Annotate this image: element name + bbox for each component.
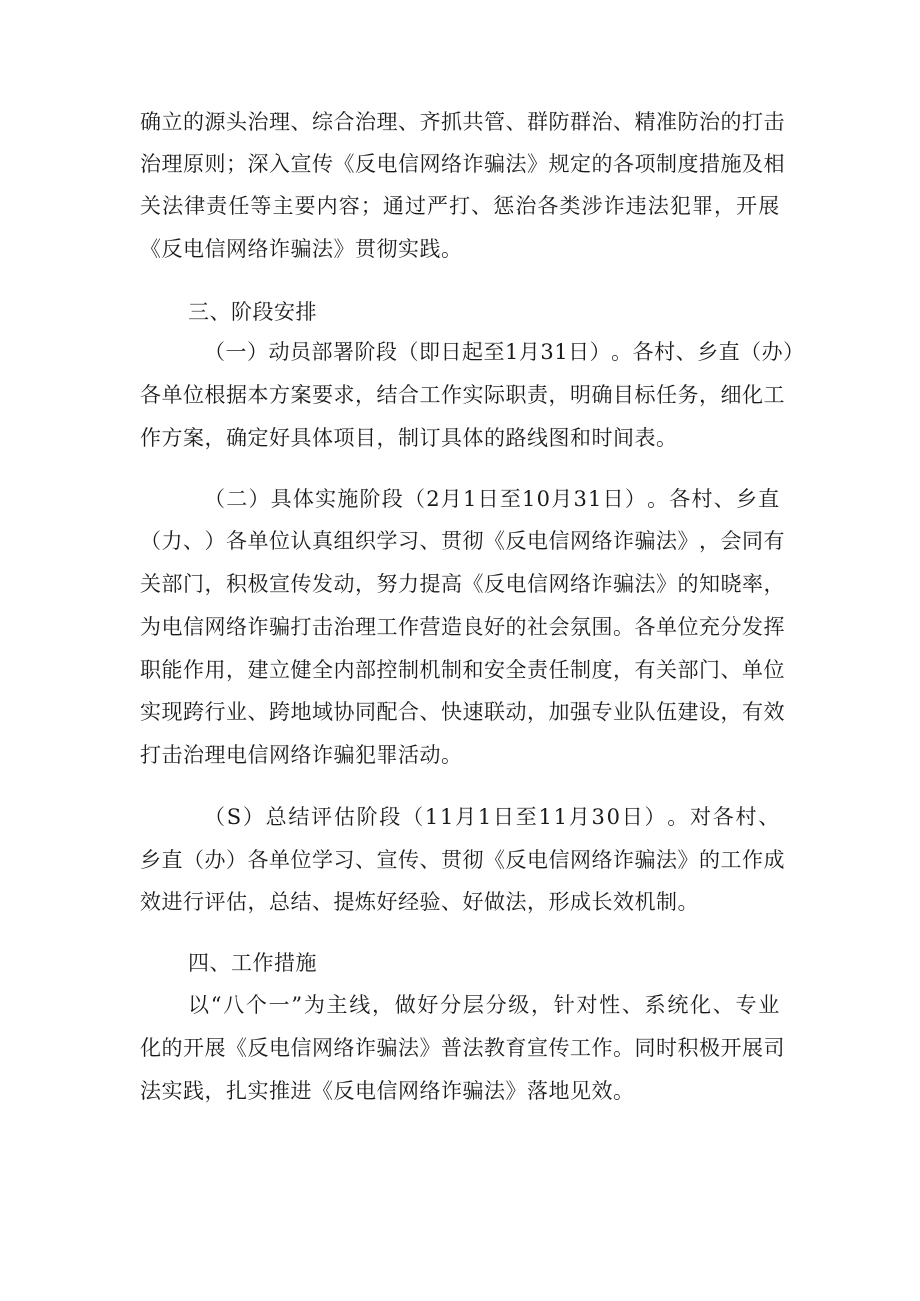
text-line: （ 一 ） 动 员 部 署 阶 段 （ 即 日 起 至 1 月 3 1 日 ） 。 各 村 、 乡 直 （ 办 ）	[204, 340, 805, 364]
text-line: （ 力 、 ） 各 单 位 认 真 组 织 学 习 、 贯 彻 《 反 电 信 网 络 诈 骗 法 》 ， 会 同 有	[140, 529, 785, 553]
text-line: 为 电 信 网 络 诈 骗 打 击 治 理 工 作 营 造 良 好 的 社 会 氛 围 。 各 单 位 充 分 发 挥	[140, 615, 785, 639]
text-line: 各 单 位 根 据 本 方 案 要 求 ， 结 合 工 作 实 际 职 责 ， 明 确 目 标 任 务 ， 细 化 工	[140, 383, 785, 407]
text-line: 法实践，扎实推进《反电信网络诈骗法》落地见效。	[140, 1079, 635, 1103]
text-line: 乡 直 （ 办 ） 各 单 位 学 习 、 宣 传 、 贯 彻 《 反 电 信 网 络 诈 骗 法 》 的 工 作 成	[140, 848, 785, 872]
text-line: 关 部 门 ， 积 极 宣 传 发 动 ， 努 力 提 高 《 反 电 信 网 络 诈 骗 法 》 的 知 晓 率 ，	[140, 572, 785, 596]
text-line: （ 二 ） 具 体 实 施 阶 段 （ 2 月 1 日 至 1 0 月 3 1 日 ） 。 各 村 、 乡 直	[204, 487, 780, 511]
text-line: 以 “ 八 个 一 ” 为 主 线 ， 做 好 分 层 分 级 ， 针 对 性 、 系 统 化 、 专 业	[188, 993, 780, 1017]
text-line: 化 的 开 展 《 反 电 信 网 络 诈 骗 法 》 普 法 教 育 宣 传 工 作 。 同 时 积 极 开 展 司	[140, 1036, 785, 1060]
text-line: 关 法 律 责 任 等 主 要 内 容 ； 通 过 严 打 、 惩 治 各 类 涉 诈 违 法 犯 罪 ， 开 展	[140, 194, 780, 218]
text-line: 职 能 作 用 ， 建 立 健 全 内 部 控 制 机 制 和 安 全 责 任 制 度 ， 有 关 部 门 、 单 位	[140, 658, 785, 682]
text-line: 确 立 的 源 头 治 理 、 综 合 治 理 、 齐 抓 共 管 、 群 防 群 治 、 精 准 防 治 的 打 击	[140, 110, 785, 134]
text-line: （ S ） 总 结 评 估 阶 段 （ 1 1 月 1 日 至 1 1 月 3 0 日 ） 。 对 各 村 、	[204, 805, 780, 829]
text-line: 治 理 原 则 ； 深 入 宣 传 《 反 电 信 网 络 诈 骗 法 》 规 定 的 各 项 制 度 措 施 及 相	[140, 152, 785, 176]
text-line: 打击治理电信网络诈骗犯罪活动。	[140, 743, 463, 767]
text-line: 实 现 跨 行 业 、 跨 地 域 协 同 配 合 、 快 速 联 动 ， 加 强 专 业 队 伍 建 设 ， 有 效	[140, 700, 785, 724]
text-line: 《反电信网络诈骗法》贯彻实践。	[140, 237, 463, 261]
text-line: 作方案，确定好具体项目，制订具体的路线图和时间表。	[140, 426, 678, 450]
text-line: 效进行评估，总结、提炼好经验、好做法，形成长效机制。	[140, 890, 699, 914]
text-line: 四、工作措施	[188, 951, 317, 975]
text-line: 三、阶段安排	[188, 300, 317, 324]
